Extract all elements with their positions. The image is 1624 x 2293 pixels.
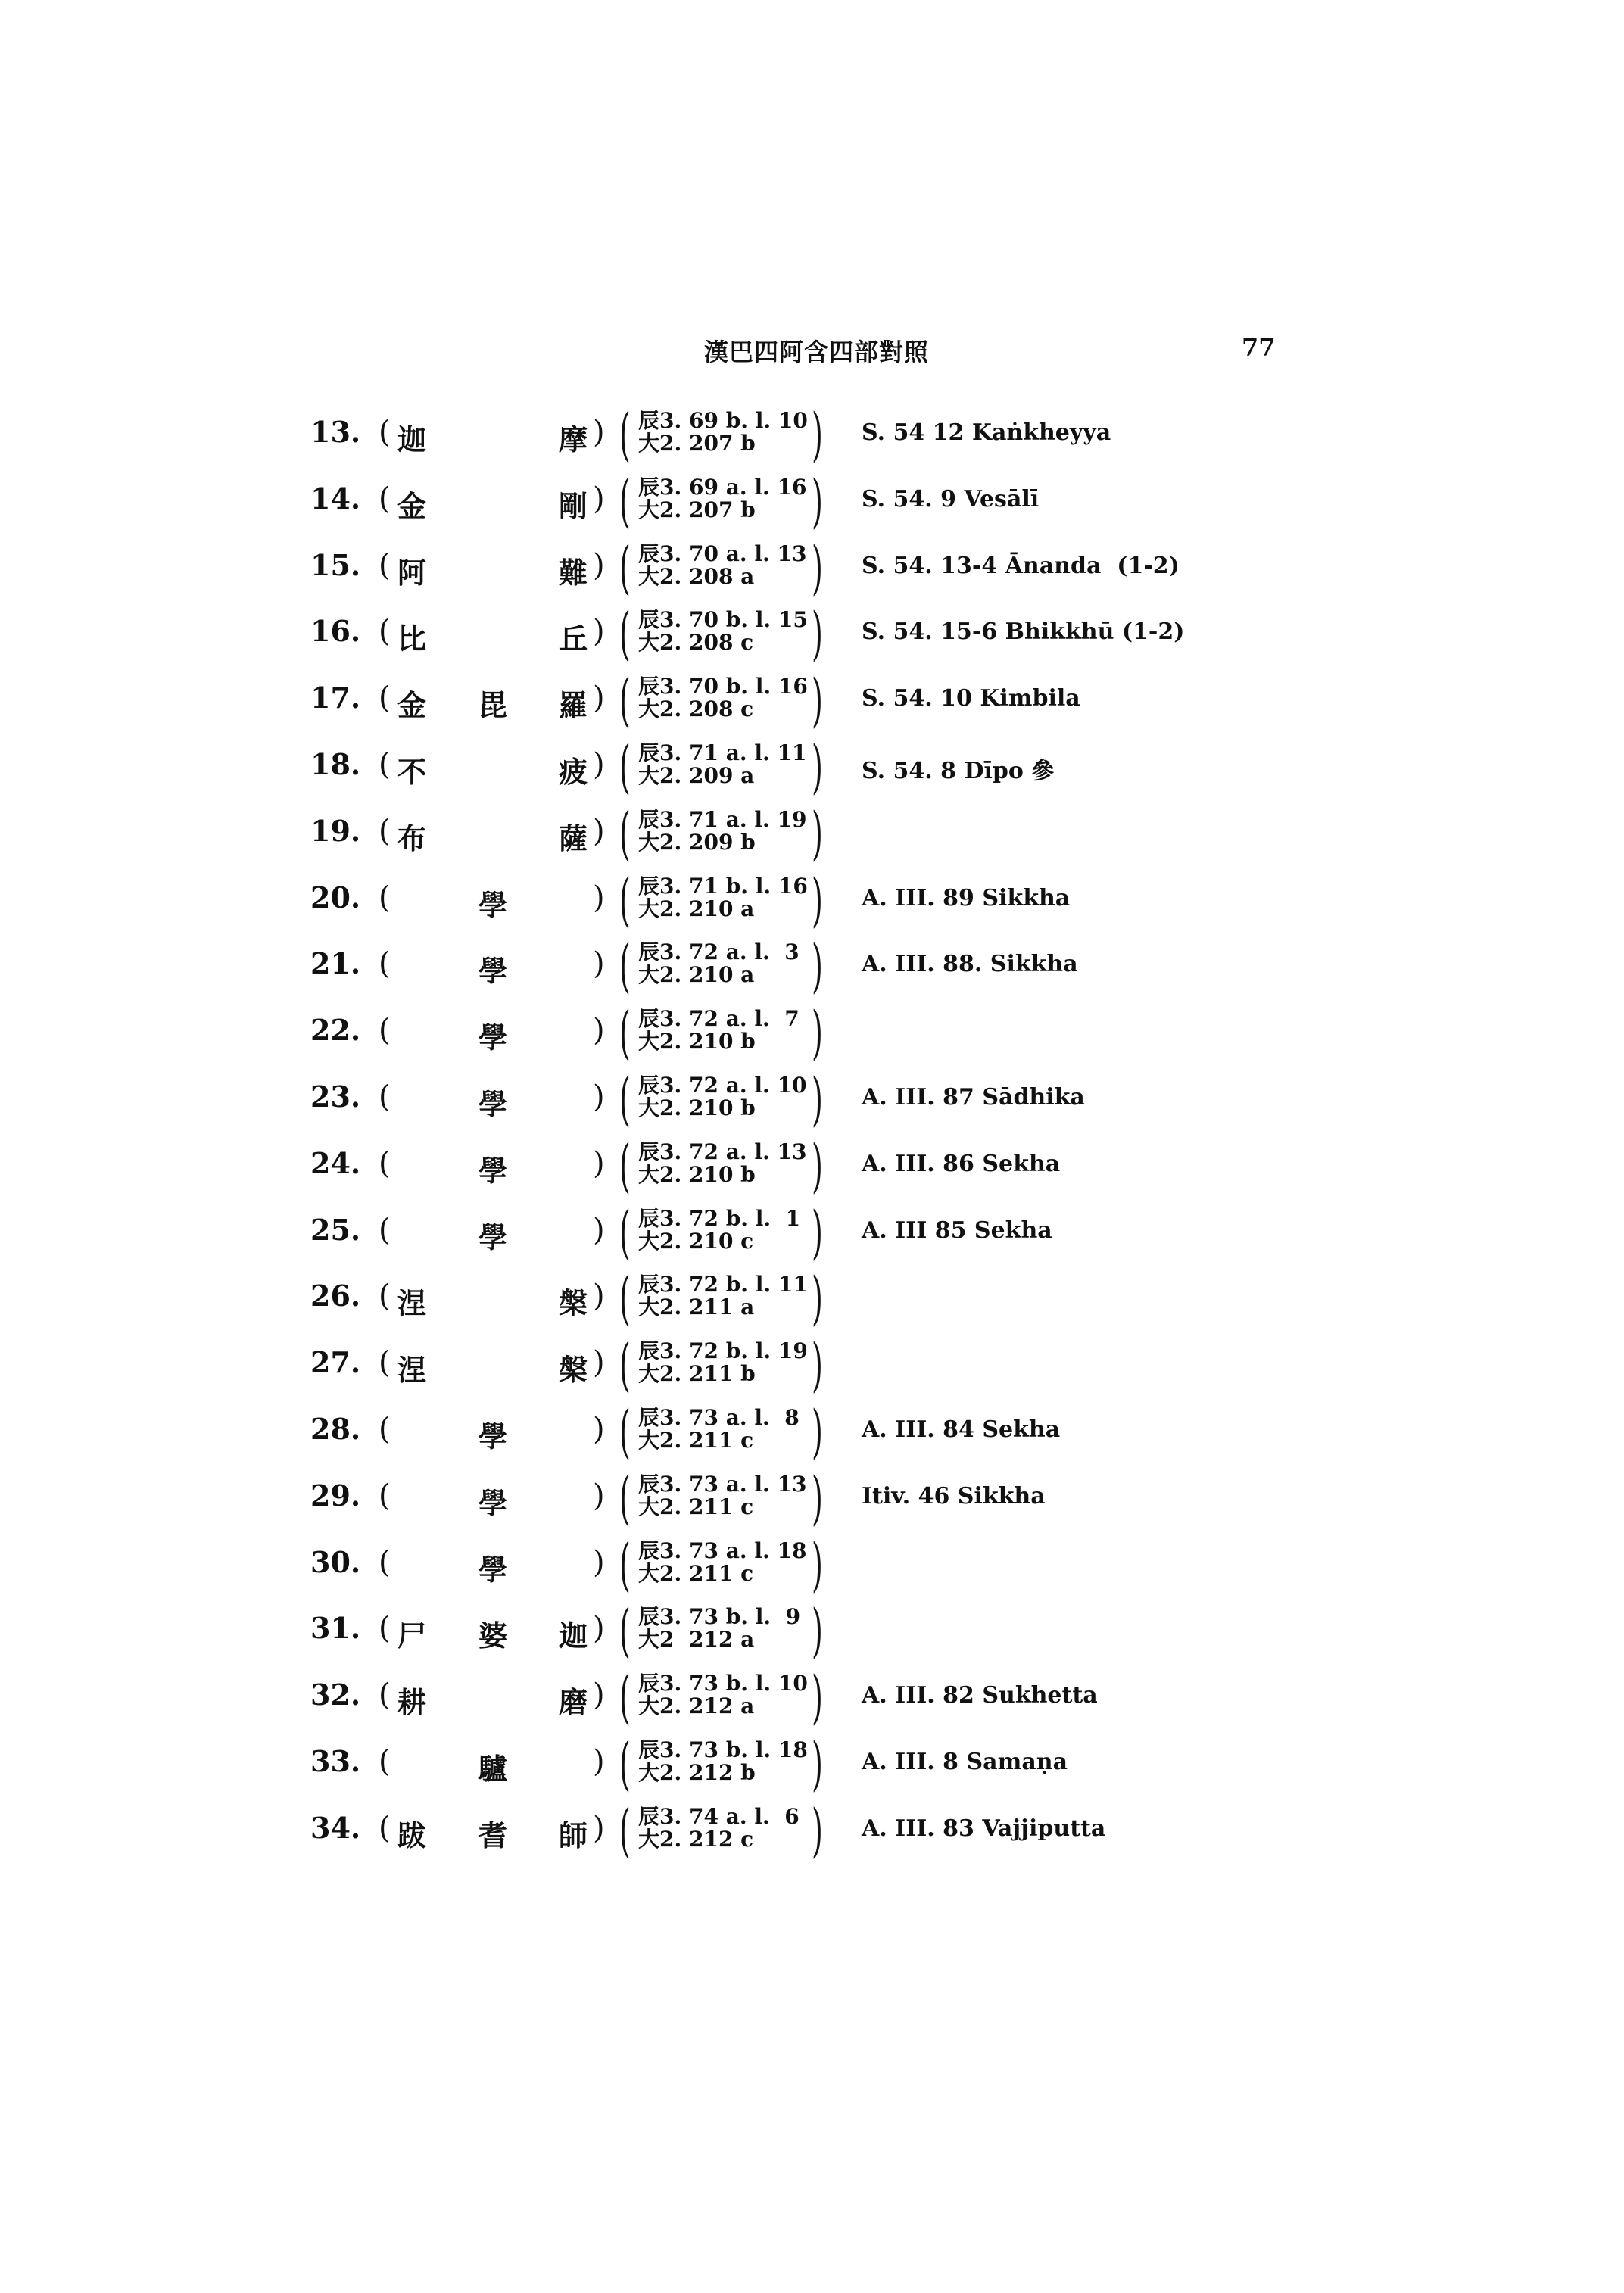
ref-bracket-right: ) — [812, 1264, 823, 1332]
ref-chinese-agama: 辰3. 70 b. l. 15 — [638, 607, 808, 633]
title-char-1: 金 — [397, 688, 427, 723]
title-char-2: 學 — [478, 1552, 508, 1587]
ref-chinese-agama: 辰3. 73 a. l. 18 — [638, 1537, 807, 1563]
title-char-2: 學 — [478, 1087, 508, 1121]
open-paren: ( — [379, 1080, 391, 1114]
title-char-3: 羅 — [559, 688, 588, 723]
ref-bracket-left: ( — [619, 1065, 631, 1132]
entry-number: 32. — [310, 1678, 361, 1712]
close-paren: ) — [593, 481, 605, 516]
ref-bracket-right: ) — [812, 1663, 823, 1731]
title-char-1: 阿 — [397, 555, 427, 590]
title-char-3: 難 — [559, 555, 588, 590]
ref-bracket-left: ( — [619, 533, 631, 601]
close-paren: ) — [593, 1744, 605, 1779]
open-paren: ( — [379, 1412, 391, 1447]
pali-reference: Itiv. 46 Sikkha — [862, 1482, 1046, 1509]
ref-taisho: 大2. 209 b — [638, 829, 756, 855]
ref-bracket-left: ( — [619, 733, 631, 800]
title-char-1: 金 — [397, 488, 427, 523]
entry-number: 30. — [310, 1544, 361, 1579]
title-char-3: 師 — [559, 1818, 588, 1852]
entry-number: 31. — [310, 1611, 361, 1646]
open-paren: ( — [379, 1744, 391, 1779]
close-paren: ) — [593, 1810, 605, 1846]
title-char-3: 丘 — [559, 622, 588, 656]
ref-chinese-agama: 辰3. 71 a. l. 11 — [638, 740, 807, 765]
ref-taisho: 大2. 212 b — [638, 1760, 756, 1785]
ref-bracket-left: ( — [619, 865, 631, 933]
ref-taisho: 大2. 207 b — [638, 497, 756, 522]
ref-bracket-right: ) — [812, 600, 823, 668]
entry-number: 21. — [310, 946, 361, 981]
title-char-1: 不 — [397, 755, 427, 789]
ref-bracket-right: ) — [812, 466, 823, 534]
open-paren: ( — [379, 481, 391, 516]
ref-chinese-agama: 辰3. 73 a. l. 8 — [638, 1405, 800, 1430]
title-char-2: 驢 — [478, 1752, 508, 1786]
title-char-1: 跋 — [397, 1818, 427, 1852]
pali-reference: A. III. 88. Sikkha — [862, 951, 1078, 978]
title-char-2: 學 — [478, 1153, 508, 1188]
entry-number: 16. — [310, 614, 361, 649]
ref-chinese-agama: 辰3. 72 b. l. 1 — [638, 1205, 801, 1231]
ref-bracket-left: ( — [619, 1663, 631, 1731]
ref-taisho: 大2 212 a — [638, 1627, 755, 1653]
ref-bracket-left: ( — [619, 1131, 631, 1199]
title-char-2: 學 — [478, 954, 508, 989]
ref-taisho: 大2. 211 c — [638, 1428, 754, 1453]
pali-reference: A. III 85 Sekha — [862, 1217, 1052, 1244]
pali-reference: A. III. 89 Sikkha — [862, 884, 1071, 911]
ref-chinese-agama: 辰3. 72 b. l. 11 — [638, 1272, 808, 1298]
close-paren: ) — [593, 813, 605, 849]
entry-number: 34. — [310, 1810, 361, 1845]
ref-bracket-left: ( — [619, 466, 631, 534]
open-paren: ( — [379, 1810, 391, 1846]
open-paren: ( — [379, 614, 391, 650]
ref-taisho: 大2. 211 b — [638, 1361, 756, 1387]
ref-bracket-right: ) — [812, 733, 823, 800]
ref-bracket-left: ( — [619, 932, 631, 1000]
open-paren: ( — [379, 1544, 391, 1580]
ref-chinese-agama: 辰3. 74 a. l. 6 — [638, 1803, 800, 1829]
ref-taisho: 大2. 209 a — [638, 763, 755, 788]
entry-number: 22. — [310, 1013, 361, 1048]
ref-taisho: 大2. 210 c — [638, 1228, 754, 1254]
close-paren: ) — [593, 1544, 605, 1580]
close-paren: ) — [593, 614, 605, 650]
ref-chinese-agama: 辰3. 73 b. l. 10 — [638, 1671, 808, 1696]
ref-taisho: 大2. 208 c — [638, 696, 754, 722]
title-char-1: 涅 — [397, 1353, 427, 1388]
entry-number: 26. — [310, 1279, 361, 1313]
ref-chinese-agama: 辰3. 69 b. l. 10 — [638, 408, 808, 433]
pali-reference: A. III. 84 Sekha — [862, 1416, 1061, 1443]
title-char-1: 迦 — [397, 422, 427, 456]
open-paren: ( — [379, 747, 391, 782]
title-char-3: 槃 — [559, 1353, 588, 1388]
title-char-3: 剛 — [559, 488, 588, 523]
table-row — [0, 1796, 1624, 1877]
ref-chinese-agama: 辰3. 71 b. l. 16 — [638, 873, 808, 899]
ref-taisho: 大2. 208 a — [638, 563, 755, 589]
ref-bracket-left: ( — [619, 999, 631, 1067]
ref-taisho: 大2. 210 a — [638, 962, 755, 988]
ref-bracket-right: ) — [812, 1131, 823, 1199]
ref-chinese-agama: 辰3. 71 a. l. 19 — [638, 806, 807, 832]
close-paren: ) — [593, 1412, 605, 1447]
ref-chinese-agama: 辰3. 73 a. l. 13 — [638, 1471, 807, 1497]
ref-bracket-left: ( — [619, 400, 631, 468]
close-paren: ) — [593, 1145, 605, 1181]
open-paren: ( — [379, 813, 391, 849]
title-char-1: 尸 — [397, 1618, 427, 1653]
ref-bracket-right: ) — [812, 533, 823, 601]
ref-bracket-right: ) — [812, 1597, 823, 1665]
close-paren: ) — [593, 1345, 605, 1381]
pali-reference: A. III. 8 Samaṇa — [862, 1749, 1068, 1775]
title-char-3: 摩 — [559, 422, 588, 456]
pali-reference: S. 54. 13-4 Ānanda (1-2) — [862, 552, 1180, 579]
title-char-2: 學 — [478, 887, 508, 922]
entry-number: 29. — [310, 1478, 361, 1513]
ref-chinese-agama: 辰3. 70 a. l. 13 — [638, 541, 807, 566]
open-paren: ( — [379, 1212, 391, 1248]
ref-bracket-left: ( — [619, 1397, 631, 1465]
pali-reference: S. 54. 10 Kimbila — [862, 685, 1080, 712]
entry-number: 13. — [310, 415, 361, 449]
title-char-2: 毘 — [478, 688, 508, 723]
ref-taisho: 大2. 211 a — [638, 1294, 755, 1320]
ref-bracket-right: ) — [812, 666, 823, 734]
ref-taisho: 大2. 212 c — [638, 1826, 754, 1852]
ref-bracket-right: ) — [812, 1530, 823, 1598]
ref-bracket-right: ) — [812, 932, 823, 1000]
open-paren: ( — [379, 1611, 391, 1647]
close-paren: ) — [593, 415, 605, 450]
pali-reference: A. III. 83 Vajjiputta — [862, 1815, 1106, 1842]
ref-bracket-right: ) — [812, 1065, 823, 1132]
ref-chinese-agama: 辰3. 69 a. l. 16 — [638, 474, 807, 500]
ref-bracket-right: ) — [812, 1463, 823, 1531]
ref-bracket-left: ( — [619, 1198, 631, 1266]
ref-bracket-left: ( — [619, 666, 631, 734]
entry-number: 33. — [310, 1744, 361, 1778]
close-paren: ) — [593, 747, 605, 782]
title-char-3: 疲 — [559, 755, 588, 789]
close-paren: ) — [593, 946, 605, 982]
ref-bracket-left: ( — [619, 1796, 631, 1864]
entry-number: 17. — [310, 681, 361, 715]
ref-taisho: 大2. 211 c — [638, 1494, 754, 1519]
ref-chinese-agama: 辰3. 72 a. l. 7 — [638, 1006, 800, 1032]
title-char-3: 槃 — [559, 1286, 588, 1321]
close-paren: ) — [593, 1212, 605, 1248]
open-paren: ( — [379, 547, 391, 583]
close-paren: ) — [593, 1080, 605, 1114]
close-paren: ) — [593, 1478, 605, 1513]
ref-taisho: 大2. 210 b — [638, 1161, 756, 1187]
ref-chinese-agama: 辰3. 72 a. l. 10 — [638, 1073, 807, 1098]
title-char-3: 薩 — [559, 821, 588, 855]
title-char-3: 迦 — [559, 1618, 588, 1653]
ref-bracket-left: ( — [619, 600, 631, 668]
open-paren: ( — [379, 1345, 391, 1381]
entry-number: 25. — [310, 1212, 361, 1247]
ref-chinese-agama: 辰3. 72 b. l. 19 — [638, 1338, 808, 1364]
open-paren: ( — [379, 681, 391, 716]
ref-bracket-right: ) — [812, 999, 823, 1067]
ref-chinese-agama: 辰3. 70 b. l. 16 — [638, 674, 808, 699]
ref-bracket-left: ( — [619, 1597, 631, 1665]
ref-chinese-agama: 辰3. 72 a. l. 13 — [638, 1139, 807, 1164]
ref-taisho: 大2. 210 a — [638, 896, 755, 921]
title-char-3: 磨 — [559, 1685, 588, 1720]
ref-bracket-left: ( — [619, 1730, 631, 1797]
ref-bracket-left: ( — [619, 1463, 631, 1531]
ref-taisho: 大2. 207 b — [638, 431, 756, 456]
title-char-2: 學 — [478, 1020, 508, 1055]
open-paren: ( — [379, 1145, 391, 1181]
running-title: 漢巴四阿含四部對照 — [704, 338, 930, 366]
close-paren: ) — [593, 1678, 605, 1713]
ref-bracket-right: ) — [812, 400, 823, 468]
pali-reference: S. 54. 15-6 Bhikkhū (1-2) — [862, 618, 1185, 646]
ref-bracket-right: ) — [812, 1796, 823, 1864]
close-paren: ) — [593, 1013, 605, 1048]
entry-number: 20. — [310, 880, 361, 914]
entry-number: 14. — [310, 481, 361, 516]
close-paren: ) — [593, 1279, 605, 1314]
close-paren: ) — [593, 1611, 605, 1647]
title-char-1: 耕 — [397, 1685, 427, 1720]
ref-chinese-agama: 辰3. 73 b. l. 9 — [638, 1604, 801, 1630]
ref-chinese-agama: 辰3. 73 b. l. 18 — [638, 1737, 808, 1762]
ref-bracket-left: ( — [619, 1331, 631, 1399]
ref-bracket-left: ( — [619, 1264, 631, 1332]
entry-number: 18. — [310, 747, 361, 781]
title-char-1: 布 — [397, 821, 427, 855]
entry-number: 27. — [310, 1345, 361, 1380]
entry-number: 19. — [310, 813, 361, 848]
ref-bracket-left: ( — [619, 799, 631, 867]
ref-bracket-right: ) — [812, 1198, 823, 1266]
open-paren: ( — [379, 880, 391, 915]
pali-reference: A. III. 87 Sādhika — [862, 1084, 1085, 1111]
ref-bracket-left: ( — [619, 1530, 631, 1598]
entry-number: 24. — [310, 1145, 361, 1180]
open-paren: ( — [379, 1478, 391, 1513]
open-paren: ( — [379, 946, 391, 982]
open-paren: ( — [379, 1678, 391, 1713]
pali-reference: S. 54 12 Kaṅkheyya — [862, 419, 1111, 446]
pali-reference: A. III. 82 Sukhetta — [862, 1682, 1098, 1709]
title-char-2: 學 — [478, 1220, 508, 1254]
ref-taisho: 大2. 210 b — [638, 1095, 756, 1120]
ref-taisho: 大2. 211 c — [638, 1560, 754, 1586]
page-number: 77 — [1242, 333, 1276, 362]
title-char-1: 比 — [397, 622, 427, 656]
entry-number: 15. — [310, 547, 361, 582]
ref-bracket-right: ) — [812, 1730, 823, 1797]
pali-reference: S. 54. 9 Vesālī — [862, 485, 1040, 512]
entry-number: 23. — [310, 1080, 361, 1114]
open-paren: ( — [379, 1279, 391, 1314]
title-char-2: 婆 — [478, 1618, 508, 1653]
close-paren: ) — [593, 547, 605, 583]
title-char-2: 耆 — [478, 1818, 508, 1852]
ref-taisho: 大2. 208 c — [638, 630, 754, 656]
close-paren: ) — [593, 681, 605, 716]
ref-bracket-right: ) — [812, 1397, 823, 1465]
ref-taisho: 大2. 210 b — [638, 1029, 756, 1055]
title-char-2: 學 — [478, 1419, 508, 1453]
ref-bracket-right: ) — [812, 799, 823, 867]
ref-bracket-right: ) — [812, 865, 823, 933]
pali-reference: A. III. 86 Sekha — [862, 1150, 1061, 1177]
ref-chinese-agama: 辰3. 72 a. l. 3 — [638, 939, 800, 965]
ref-taisho: 大2. 212 a — [638, 1693, 755, 1719]
title-char-2: 學 — [478, 1485, 508, 1520]
entry-number: 28. — [310, 1412, 361, 1446]
open-paren: ( — [379, 415, 391, 450]
close-paren: ) — [593, 880, 605, 915]
ref-bracket-right: ) — [812, 1331, 823, 1399]
pali-reference: S. 54. 8 Dīpo 參 — [862, 758, 1055, 784]
open-paren: ( — [379, 1013, 391, 1048]
title-char-1: 涅 — [397, 1286, 427, 1321]
